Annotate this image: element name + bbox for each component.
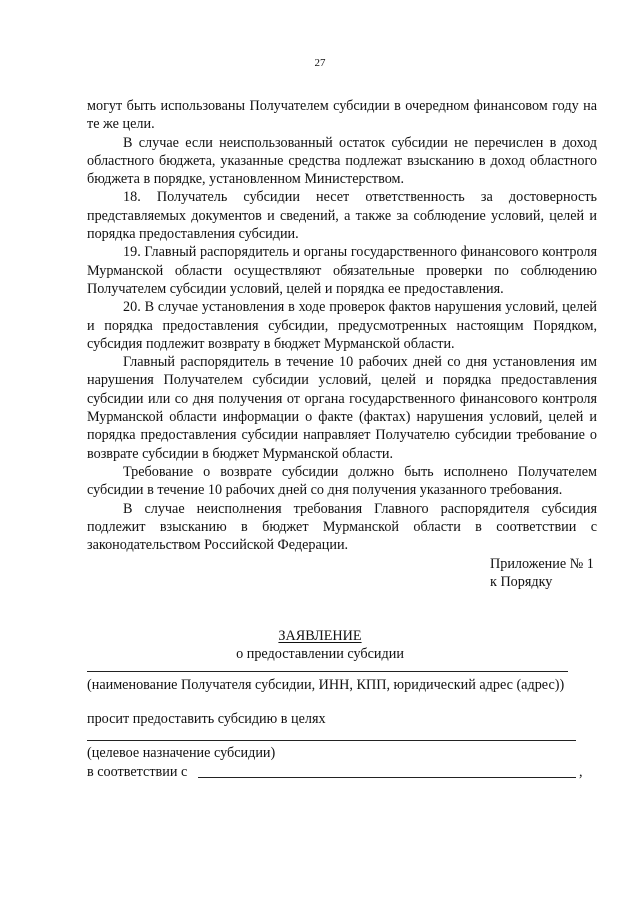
paragraph: Главный распорядитель в течение 10 рабочих дней со дня установления им нарушения Получателем субсидии условий, целей и порядка предоставления субсидии или со дня получения от органа государственного финансового контроля Мурманской области информации о факте (фактах) нарушения условий, целей и порядка предоставления субсидии направляет Получателю субсидии требование о возврате субсидии в бюджет Мурманской области.: [87, 354, 597, 462]
purpose-fill-line: [87, 740, 576, 741]
paragraph: Требование о возврате субсидии должно быть исполнено Получателем субсидии в течение 10 рабочих дней со дня получения указанного требования.: [87, 463, 597, 499]
appendix-number: Приложение № 1: [490, 556, 594, 572]
page-number: 27: [314, 57, 326, 69]
paragraph-item-20: 20. В случае установления в ходе проверок фактов нарушения условий, целей и порядка предоставления субсидии, предусмотренных настоящим Порядком, субсидия подлежит возврату в бюджет Мурманской области.: [87, 299, 597, 352]
purpose-caption: (целевое назначение субсидии): [87, 745, 276, 761]
form-subtitle: о предоставлении субсидии: [236, 646, 404, 663]
paragraph: могут быть использованы Получателем субсидии в очередном финансовом году на те же цели.: [87, 98, 597, 133]
accordance-text: в соответствии с: [87, 764, 188, 780]
paragraph-item-18: 18. Получатель субсидии несет ответственность за достоверность представляемых документов и сведений, а также за соблюдение условий, целей и порядка предоставления субсидии.: [87, 189, 597, 243]
accordance-comma: ,: [579, 764, 583, 780]
accordance-fill-line: [198, 777, 576, 778]
paragraph: В случае неисполнения требования Главного распорядителя субсидия подлежит взысканию в бюджет Мурманской области в соответствии с законодательством Российской Федерации.: [87, 500, 597, 554]
body-text: [87, 97, 597, 554]
recipient-fill-line: [87, 671, 568, 672]
appendix-note: [490, 555, 594, 592]
paragraph-item-19: 19. Главный распорядитель и органы государственного финансового контроля Мурманской области осуществляют обязательные проверки по соблюдению Получателем субсидии условий, целей и порядка ее предоставления.: [87, 244, 597, 297]
request-text: просит предоставить субсидию в целях: [87, 711, 326, 727]
recipient-caption: (наименование Получателя субсидии, ИНН, КПП, юридический адрес (адрес)): [87, 677, 565, 693]
form-heading: [0, 627, 640, 664]
form-title: ЗАЯВЛЕНИЕ: [278, 628, 362, 644]
paragraph: В случае если неиспользованный остаток субсидии не перечислен в доход областного бюджета, указанные средства подлежат взысканию в доход областного бюджета в порядке, установленном Министерством.: [87, 134, 597, 188]
appendix-reference: к Порядку: [490, 574, 553, 591]
